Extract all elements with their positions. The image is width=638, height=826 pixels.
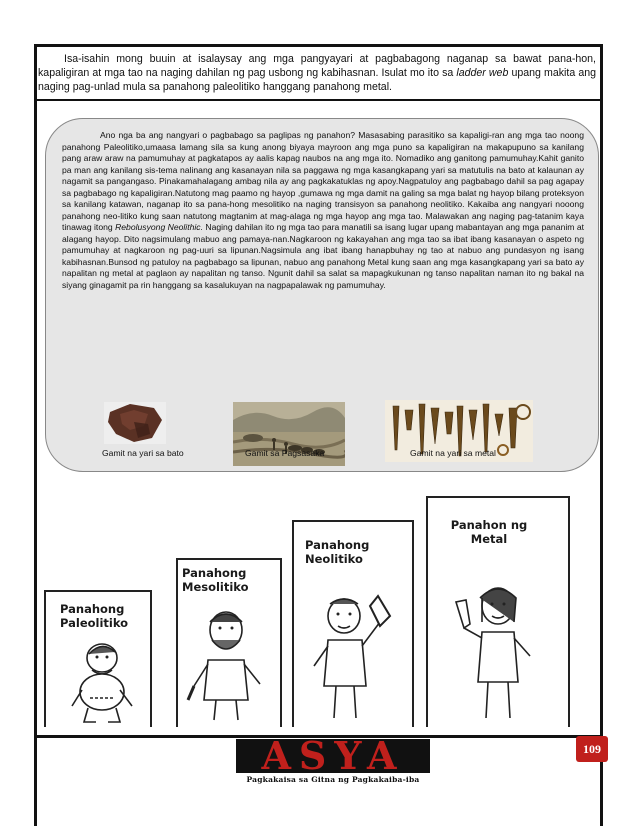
ladder-label-line: Panahon ng <box>450 518 528 532</box>
metal-age-man-figure <box>448 572 548 724</box>
svg-text:ASYA: ASYA <box>261 739 405 773</box>
stone-tool-caption: Gamit na yari sa bato <box>102 448 184 458</box>
ladder-web-term: ladder web <box>456 67 509 79</box>
ladder-label-mesolithic <box>182 566 249 594</box>
instructions-text-end: upang makita ang naging pag-unlad mula sa panahong paleolitiko hanggang panahong metal. <box>38 67 597 93</box>
reading-text-end: Naging dahilan ito ng mga tao para manatili sa isang lugar upang mabantayan ang mga pananim at alagang hayop. Dito nagsimulang mabuo ang pamaya-nan.Nagkaroon ng kakayahan ang mga tao sa ibat ibang kasanayan o aspeto ng pamumuhay at nagkaroon ng pag-uuri sa lipunan.Nagsimula ang ibat ibang hanapbuhay ng tao at nabuo ang pundasyon ng isang kabihasnan.Bunsod ng patuloy na pagbabago sa lipunan, nabuo ang panahong Metal kung saan ang mga kasangkapang yari sa bato ay napalitan ng metal at paglaon ay napalitan ng tanso. Ngunit dahil sa salat sa mapagkukunan ng tanso napalitan naman ito ng bakal na siyang ginagamit pa rin hanggang sa kasalukuyan na nagpapalawak ng pamumuhay. <box>62 222 585 290</box>
asya-logo <box>236 739 430 791</box>
farming-caption: Gamit sa Pagsasaka <box>245 448 325 458</box>
ladder-label-line: Panahong <box>305 538 370 552</box>
page-frame-top <box>34 44 603 47</box>
ladder-label-line: Neolitiko <box>305 552 363 566</box>
ladder-label-metal <box>441 518 537 546</box>
page-frame-right <box>600 44 603 826</box>
neolithic-man-figure <box>300 586 404 724</box>
reading-text <box>62 130 584 291</box>
instructions-text: Isa-isahin mong buuin at isalaysay ang mga pangyayari at pagbabagong naganap sa bawat pana-hon, kapaligiran at mga tao na naging dahilan ng pag usbong ng kabihasnan. Isulat mo ito sa <box>38 53 596 79</box>
ladder-label-line: Paleolitiko <box>60 616 129 630</box>
stone-tool-image <box>104 402 166 444</box>
ladder-label-paleolithic <box>60 602 128 630</box>
logo-subtitle: Pagkakaisa sa Gitna ng Pagkakaiba-iba <box>246 775 420 784</box>
mesolithic-man-figure <box>184 600 270 724</box>
page-frame-left <box>34 44 37 826</box>
footer-divider <box>34 735 603 738</box>
page-number: 109 <box>576 736 608 762</box>
activity-instructions <box>38 52 596 94</box>
metal-tool-caption: Gamit na yari sa metal <box>410 448 496 458</box>
ladder-label-line: Panahong <box>182 566 247 580</box>
reading-text-body: Ano nga ba ang nangyari o pagbabago sa paglipas ng panahon? Masasabing parasitiko sa kapaligi-ran ang mga tao noong panahong Paleolitiko,umaasa lamang sila sa kung anong biyaya mayroon ang mga puno sa kapaligiran na makapupuno sa kanilang pang araw araw na pamumuhay at pagkatapos ay aalis kapag naubos na ang mga ito. Nomadiko ang ganitong pamumuhay.Kahit ganito pa man ang kanilang sis-tema nalinang ang kasanayan nila sa paggawa ng mga kasangkapang yari sa matutulis na bato at kalaunan ay nagamit sa pangangaso. Pinakamahalagang ambag nila ay ang pagkakatuklas ng apoy.Nagpatuloy ang pagbabago dahil sa pag agapay sa pagbabago ng kapaligiran.Natutong mag paamo ng hayop ,gumawa ng mga damit na galing sa mga balat ng hayop bilang proteksyon sa kanilang katawan, naganap ito sa pana-hong mesolitiko na naging transisyon sa panahong neolitiko. Kakaiba ang nangyari nooong panahong neo-litiko kung saan natutong magtanim at mag-alaga ng mga hayop ang mga tao. Malawakan ang naging pag-tatanim kaya tinawag itong <box>62 130 584 232</box>
ladder-label-neolithic <box>305 538 369 566</box>
ladder-label-line: Panahong <box>60 602 125 616</box>
ladder-label-line: Metal <box>470 532 508 546</box>
neolithic-revolution-term: Rebolusyong Neolithic. <box>115 222 203 232</box>
ladder-label-line: Mesolitiko <box>182 580 249 594</box>
asya-logo-word <box>236 739 430 773</box>
paleolithic-man-figure <box>62 636 146 726</box>
instructions-divider <box>34 99 603 101</box>
